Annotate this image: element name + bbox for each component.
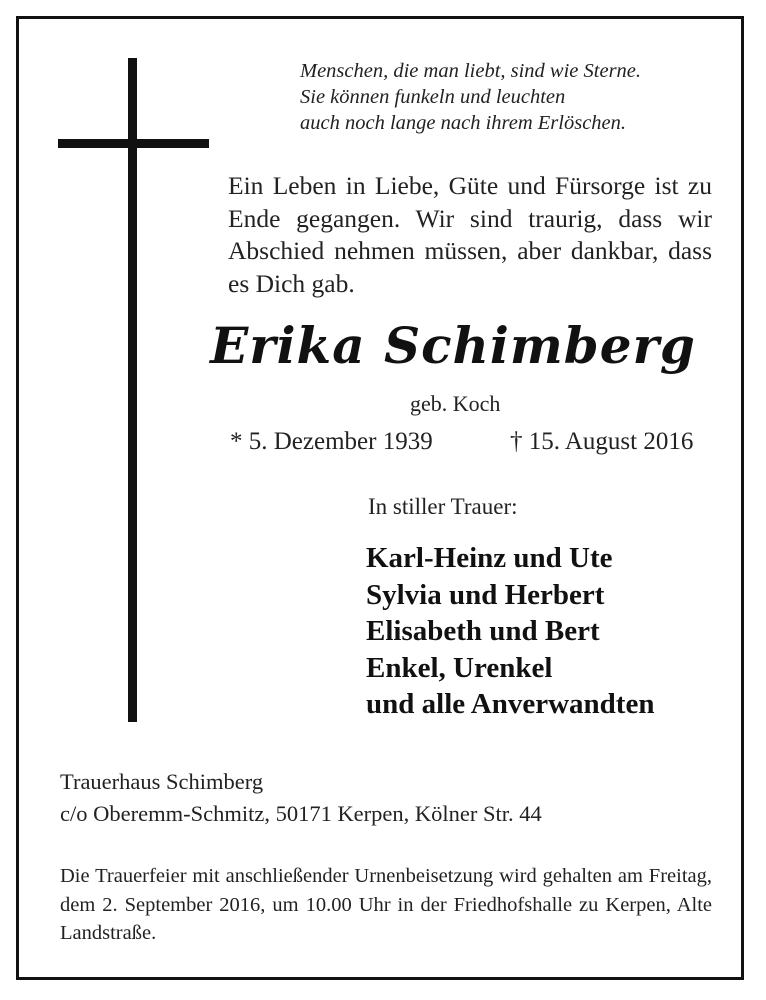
mourning-house-address	[60, 766, 542, 830]
ceremony-text: Die Trauerfeier mit anschließender Urnenbeisetzung wird gehalten am Freitag, dem 2. September 2016, um 10.00 Uhr in der Friedhofshalle zu Kerpen, Alte Landstraße.	[60, 865, 712, 944]
mourner-line: Sylvia und Herbert	[366, 578, 605, 611]
deceased-name: Erika Schimberg	[210, 316, 696, 375]
motto-quote: Menschen, die man liebt, sind wie Sterne. Sie können funkeln und leuchten auch noch lange nach ihrem Erlöschen.	[300, 60, 642, 134]
maiden-name: geb. Koch	[410, 391, 501, 416]
cross-icon-crossbar	[58, 139, 209, 148]
mourner-line: und alle Anverwandten	[366, 688, 655, 720]
mourner-line: Enkel, Urenkel	[366, 651, 553, 684]
mourners-list	[366, 540, 654, 723]
mourner-line: Karl-Heinz und Ute	[366, 542, 613, 574]
intro-text: Ein Leben in Liebe, Güte und Fürsorge ist zu Ende gegangen. Wir sind traurig, dass wir Abschied nehmen müssen, aber dankbar, dass es Dich gab.	[228, 171, 712, 298]
mourner-line: Elisabeth und Bert	[366, 615, 600, 647]
death-date: † 15. August 2016	[510, 428, 694, 455]
address-line: Trauerhaus Schimberg	[60, 769, 264, 794]
cross-icon	[128, 58, 137, 722]
birth-date: * 5. Dezember 1939	[230, 428, 433, 455]
mourning-label: In stiller Trauer:	[368, 494, 518, 519]
address-line: c/o Oberemm-Schmitz, 50171 Kerpen, Kölner Str. 44	[60, 801, 542, 826]
